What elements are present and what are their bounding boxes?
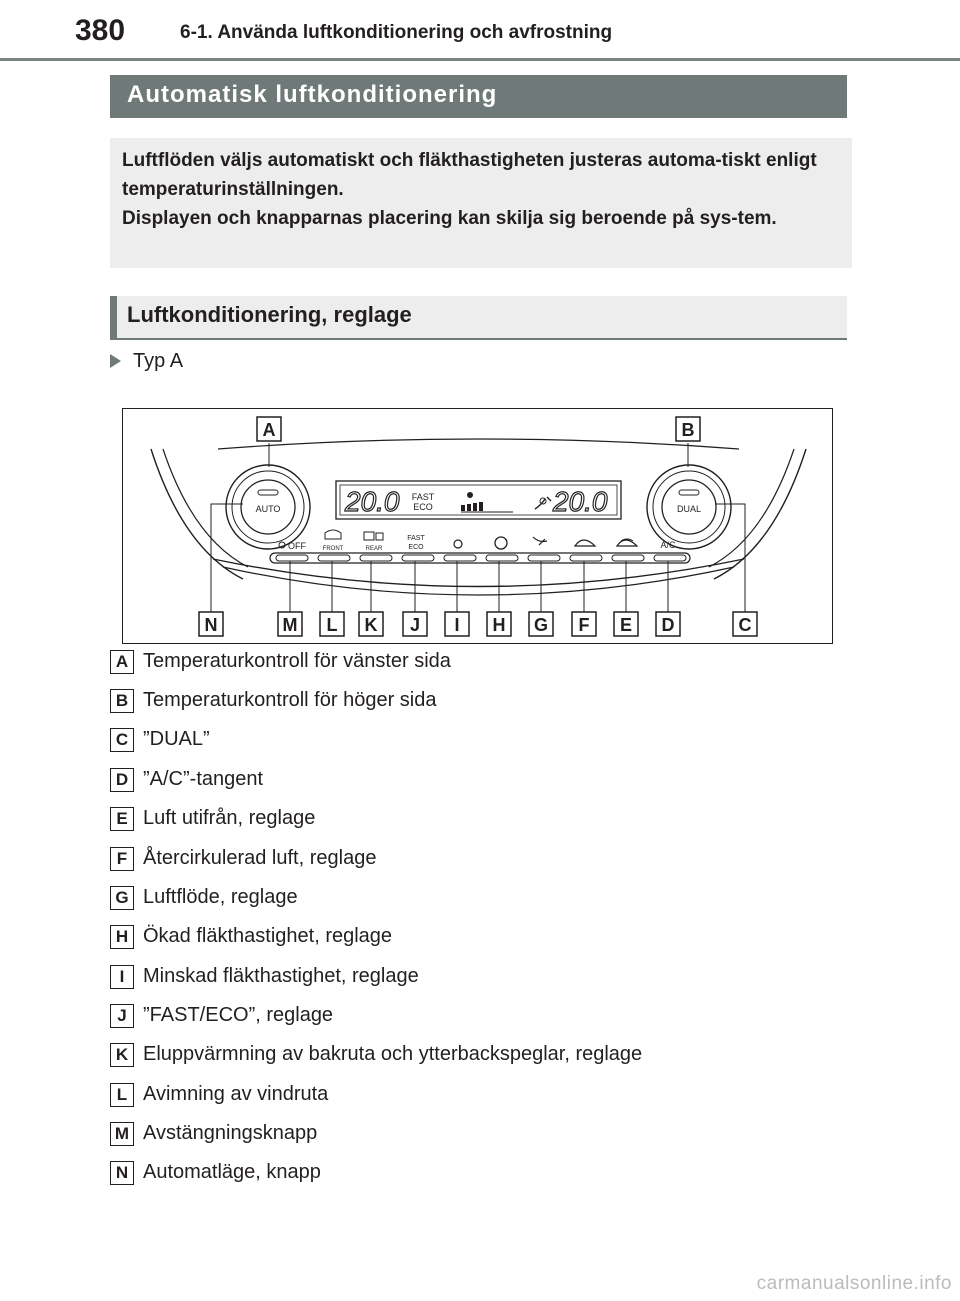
callout-c (733, 612, 757, 636)
svg-text:N: N (204, 615, 218, 635)
legend-badge: N (110, 1161, 134, 1185)
display-fan-icon (467, 492, 473, 498)
panel-bottom-curve-2 (223, 567, 734, 595)
legend-text: ”A/C”-tangent (143, 768, 264, 790)
btn-front-label: FRONT (322, 546, 344, 552)
knob-dual-label: DUAL (676, 504, 702, 514)
legend-text: Automatläge, knapp (143, 1161, 321, 1183)
knob-auto-label: AUTO (255, 504, 281, 514)
btn-fast-label: FAST (407, 535, 425, 542)
legend-badge: K (110, 1043, 134, 1067)
svg-text:C: C (738, 615, 752, 635)
legend-badge: M (110, 1122, 134, 1146)
header-rule (0, 58, 960, 61)
button-row[interactable] (270, 553, 690, 563)
svg-text:L: L (326, 615, 338, 635)
type-label-text: Typ A (133, 350, 184, 372)
legend-text: Luftflöde, reglage (143, 886, 298, 908)
running-header: 6-1. Använda luftkonditionering och avfrostning (180, 22, 613, 43)
callout-e (614, 612, 638, 636)
svg-text:F: F (578, 615, 590, 635)
subsection-heading (110, 296, 847, 340)
climate-control-figure (122, 408, 833, 644)
intro-box (110, 138, 852, 268)
btn-rear-label: REAR (365, 546, 383, 552)
intro-paragraph-2: Displayen och knapparnas placering kan skilja sig beroende på sys-tem. (122, 208, 777, 229)
callout-a (257, 417, 281, 441)
callout-j (403, 612, 427, 636)
legend-text: Återcirkulerad luft, reglage (143, 847, 377, 869)
btn-off-label: OFF (288, 541, 306, 551)
panel-outline-left (151, 449, 243, 579)
fan-low-icon (454, 540, 462, 548)
legend-text: Avimning av vindruta (143, 1083, 329, 1105)
panel-top-curve (218, 439, 739, 449)
svg-text:B: B (681, 420, 695, 440)
section-title: Automatisk luftkonditionering (127, 81, 498, 108)
svg-text:J: J (409, 615, 421, 635)
svg-text:A: A (262, 420, 276, 440)
callout-f (572, 612, 596, 636)
display-left-temp: 20.0 (345, 486, 400, 517)
legend-badge: H (110, 925, 134, 949)
btn-eco-label: ECO (408, 544, 424, 551)
display-mode-fast: FAST (411, 492, 435, 502)
display-right-temp: 20.0 (553, 486, 608, 517)
legend-badge: E (110, 807, 134, 831)
knob-dual[interactable] (647, 465, 731, 549)
outside-air-icon (575, 540, 595, 546)
fan-high-icon (495, 537, 507, 549)
section-banner (110, 75, 847, 118)
callout-m (278, 612, 302, 636)
callout-b (676, 417, 700, 441)
callout-i (445, 612, 469, 636)
svg-text:I: I (454, 615, 460, 635)
front-defrost-icon (325, 530, 341, 539)
triangle-bullet-icon (110, 354, 121, 368)
display-mode-eco: ECO (413, 502, 433, 512)
legend-text: ”DUAL” (143, 728, 210, 750)
svg-text:D: D (661, 615, 675, 635)
legend-badge: I (110, 965, 134, 989)
legend-badge: B (110, 689, 134, 713)
legend-text: ”FAST/ECO”, reglage (143, 1004, 334, 1026)
page-number: 380 (75, 14, 126, 47)
legend-text: Avstängningsknapp (143, 1122, 318, 1144)
type-label (110, 350, 183, 373)
callout-h (487, 612, 511, 636)
btn-ac-label: A/C (660, 540, 676, 550)
panel-outline-right (714, 449, 806, 579)
svg-text:K: K (364, 615, 378, 635)
svg-text:G: G (533, 615, 549, 635)
subsection-title: Luftkonditionering, reglage (127, 302, 412, 327)
button-labels (279, 530, 676, 552)
knob-auto[interactable] (226, 465, 310, 549)
callout-l (320, 612, 344, 636)
intro-paragraph-1: Luftflöden väljs automatiskt och fläkthastigheten justeras automa-tiskt enligt temperaturinställningen. (122, 150, 817, 200)
callout-row-bottom (199, 612, 757, 636)
callout-n (199, 612, 223, 636)
svg-text:E: E (619, 615, 633, 635)
legend-text: Temperaturkontroll för vänster sida (143, 650, 451, 672)
callout-g (529, 612, 553, 636)
callout-k (359, 612, 383, 636)
legend-text: Temperaturkontroll för höger sida (143, 689, 437, 711)
callout-d (656, 612, 680, 636)
legend-text: Minskad fläkthastighet, reglage (143, 965, 419, 987)
recirculation-icon (617, 539, 637, 546)
legend-badge: J (110, 1004, 134, 1028)
legend-text: Luft utifrån, reglage (143, 807, 316, 829)
legend-badge: D (110, 768, 134, 792)
footer-watermark: carmanualsonline.info (756, 1273, 952, 1294)
svg-text:M: M (282, 615, 298, 635)
display-panel (336, 481, 621, 519)
legend-badge: C (110, 728, 134, 752)
legend-badge: A (110, 650, 134, 674)
airflow-mode-icon (533, 537, 547, 545)
legend-text: Ökad fläkthastighet, reglage (143, 925, 393, 947)
legend-badge: G (110, 886, 134, 910)
rear-defrost-icon (364, 532, 383, 540)
climate-panel-illustration (123, 409, 834, 645)
legend-badge: F (110, 847, 134, 871)
svg-text:H: H (492, 615, 506, 635)
legend-badge: L (110, 1083, 134, 1107)
legend-text: Eluppvärmning av bakruta och ytterbackspeglar, reglage (143, 1043, 643, 1065)
